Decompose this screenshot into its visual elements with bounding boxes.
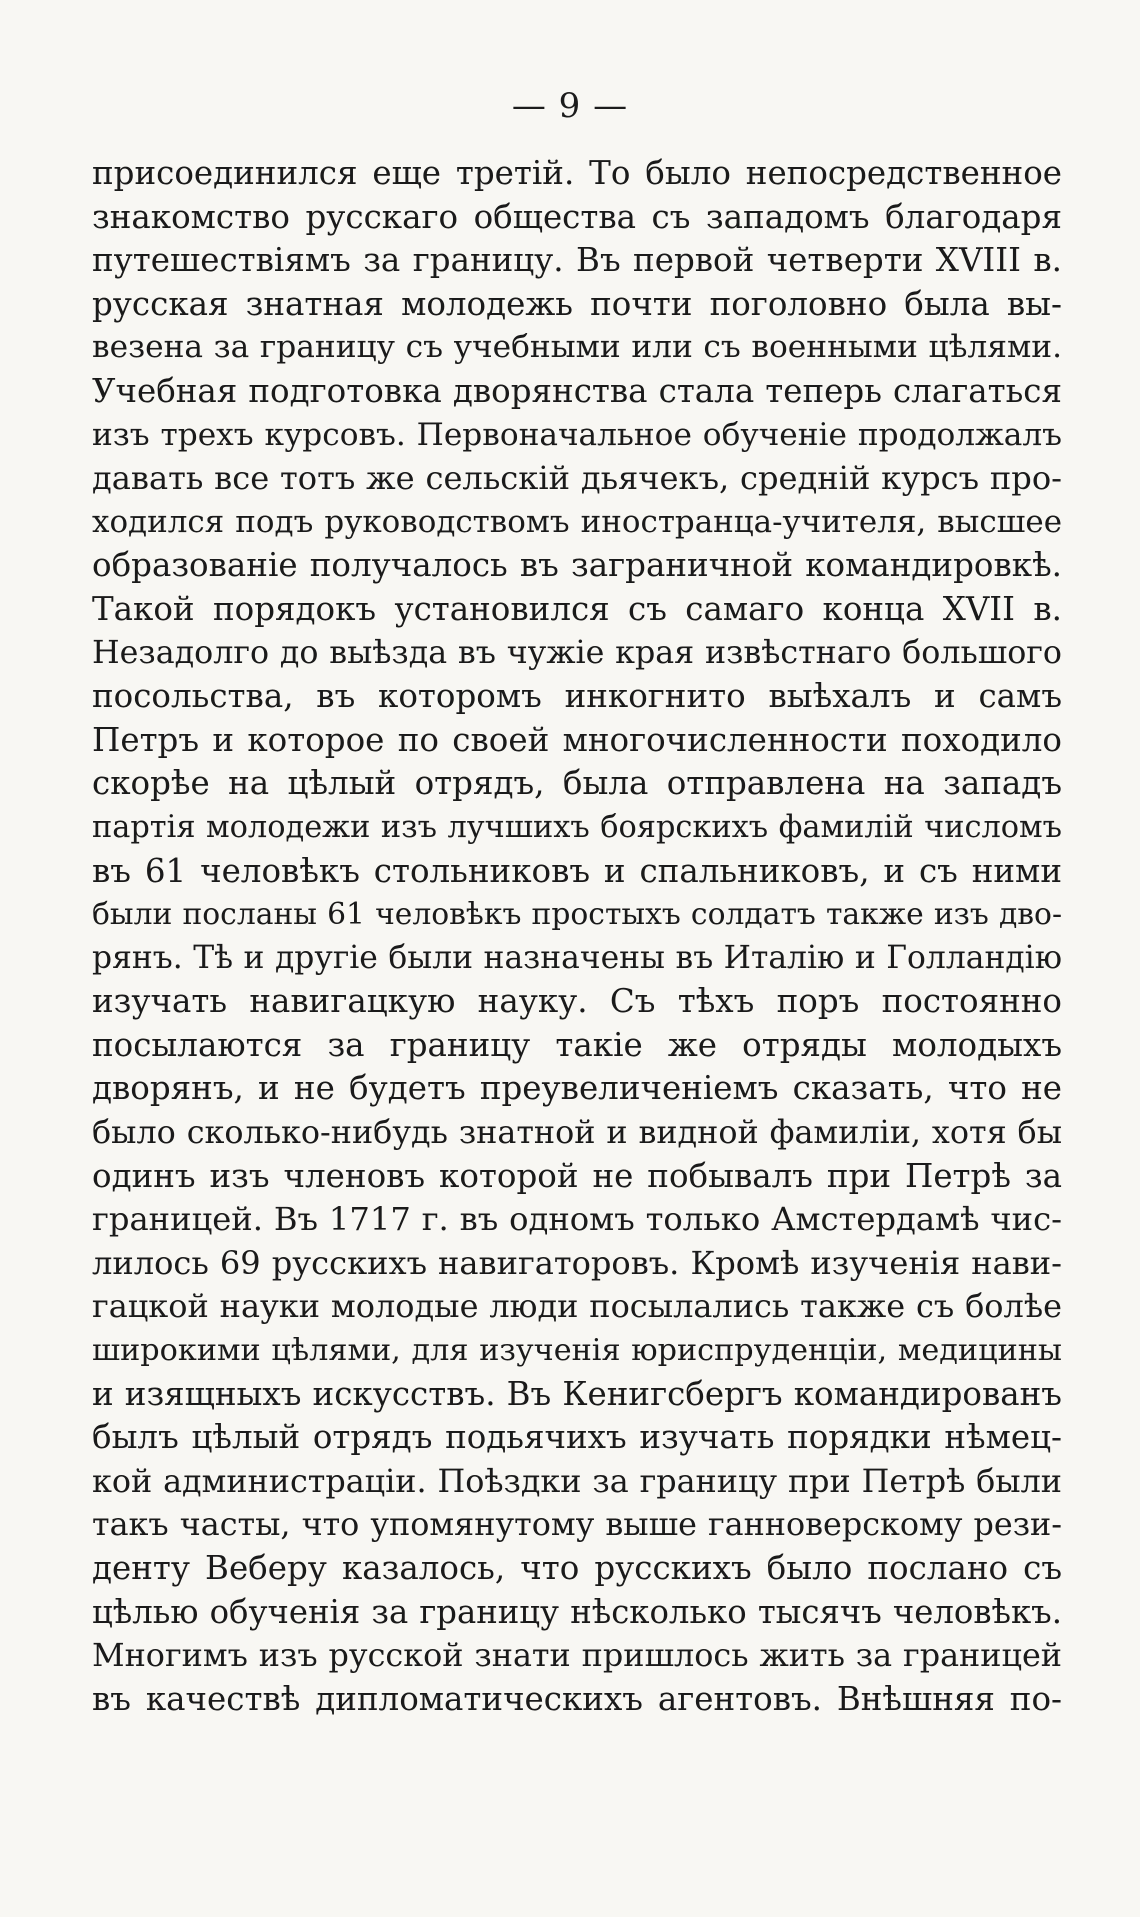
text-line: въ 61 человѣкъ стольниковъ и спальниковъ, и съ ними (92, 851, 1062, 890)
text-line: Петръ и которое по своей многочисленности походило (92, 720, 1062, 759)
text-line: лилось 69 русскихъ навигаторовъ. Кромѣ изученія нави- (92, 1243, 1062, 1282)
text-line: кой администраціи. Поѣздки за границу при Петрѣ были (92, 1461, 1062, 1500)
text-line: были посланы 61 человѣкъ простыхъ солдатъ также изъ дво- (92, 897, 1062, 933)
text-line: образованіе получалось въ заграничной командировкѣ. (92, 546, 1062, 585)
text-line: изучать навигацкую науку. Съ тѣхъ поръ постоянно (92, 982, 1062, 1021)
page-number: — 9 — (511, 86, 629, 126)
text-line: русская знатная молодежь почти поголовно была вы- (92, 284, 1062, 323)
text-line: посольства, въ которомъ инкогнито выѣхалъ и самъ (92, 677, 1062, 716)
text-line: знакомство русскаго общества съ западомъ благодаря (92, 197, 1062, 236)
body-text (92, 152, 1062, 1721)
text-line: цѣлью обученія за границу нѣсколько тысячъ человѣкъ. (92, 1592, 1062, 1631)
text-line: Учебная подготовка дворянства стала теперь слагаться (92, 371, 1062, 410)
text-line: широкими цѣлями, для изученія юриспруденціи, медицины (92, 1333, 1062, 1369)
text-line: Незадолго до выѣзда въ чужіе края извѣстнаго большого (92, 634, 1062, 671)
text-line: изъ трехъ курсовъ. Первоначальное обученіе продолжалъ (92, 416, 1062, 453)
text-line: было сколько-нибудь знатной и видной фамиліи, хотя бы (92, 1113, 1062, 1152)
text-line: путешествіямъ за границу. Въ первой четверти XVIII в. (92, 241, 1062, 280)
text-line: партія молодежи изъ лучшихъ боярскихъ фамилій числомъ (92, 809, 1062, 845)
text-line: дворянъ, и не будетъ преувеличеніемъ сказать, что не (92, 1069, 1062, 1108)
text-line: Такой порядокъ установился съ самаго конца XVII в. (92, 589, 1062, 628)
text-line: былъ цѣлый отрядъ подьячихъ изучать порядки нѣмец- (92, 1418, 1062, 1457)
text-line: границей. Въ 1717 г. въ одномъ только Амстердамѣ чис- (92, 1200, 1062, 1239)
text-line: везена за границу съ учебными или съ военными цѣлями. (92, 329, 1062, 366)
text-line: скорѣе на цѣлый отрядъ, была отправлена на западъ (92, 764, 1062, 803)
text-line: гацкой науки молодые люди посылались также съ болѣе (92, 1287, 1062, 1326)
text-line: рянъ. Тѣ и другіе были назначены въ Италію и Голландію (92, 939, 1062, 976)
text-line: денту Веберу казалось, что русскихъ было послано съ (92, 1549, 1062, 1587)
text-line: и изящныхъ искусствъ. Въ Кенигсбергъ командированъ (92, 1374, 1062, 1413)
text-line: присоединился еще третій. То было непосредственное (92, 154, 1062, 192)
text-line: ходился подъ руководствомъ иностранца-учителя, высшее (92, 503, 1062, 540)
text-line: въ качествѣ дипломатическихъ агентовъ. Внѣшняя по- (92, 1679, 1062, 1718)
text-line: одинъ изъ членовъ которой не побывалъ при Петрѣ за (92, 1156, 1062, 1195)
text-line: такъ часты, что упомянутому выше ганноверскому рези- (92, 1505, 1062, 1544)
text-line: посылаются за границу такіе же отряды молодыхъ (92, 1025, 1062, 1064)
text-line: давать все тотъ же сельскій дьячекъ, средній курсъ про- (92, 459, 1062, 498)
text-line: Многимъ изъ русской знати пришлось жить за границей (92, 1636, 1062, 1675)
